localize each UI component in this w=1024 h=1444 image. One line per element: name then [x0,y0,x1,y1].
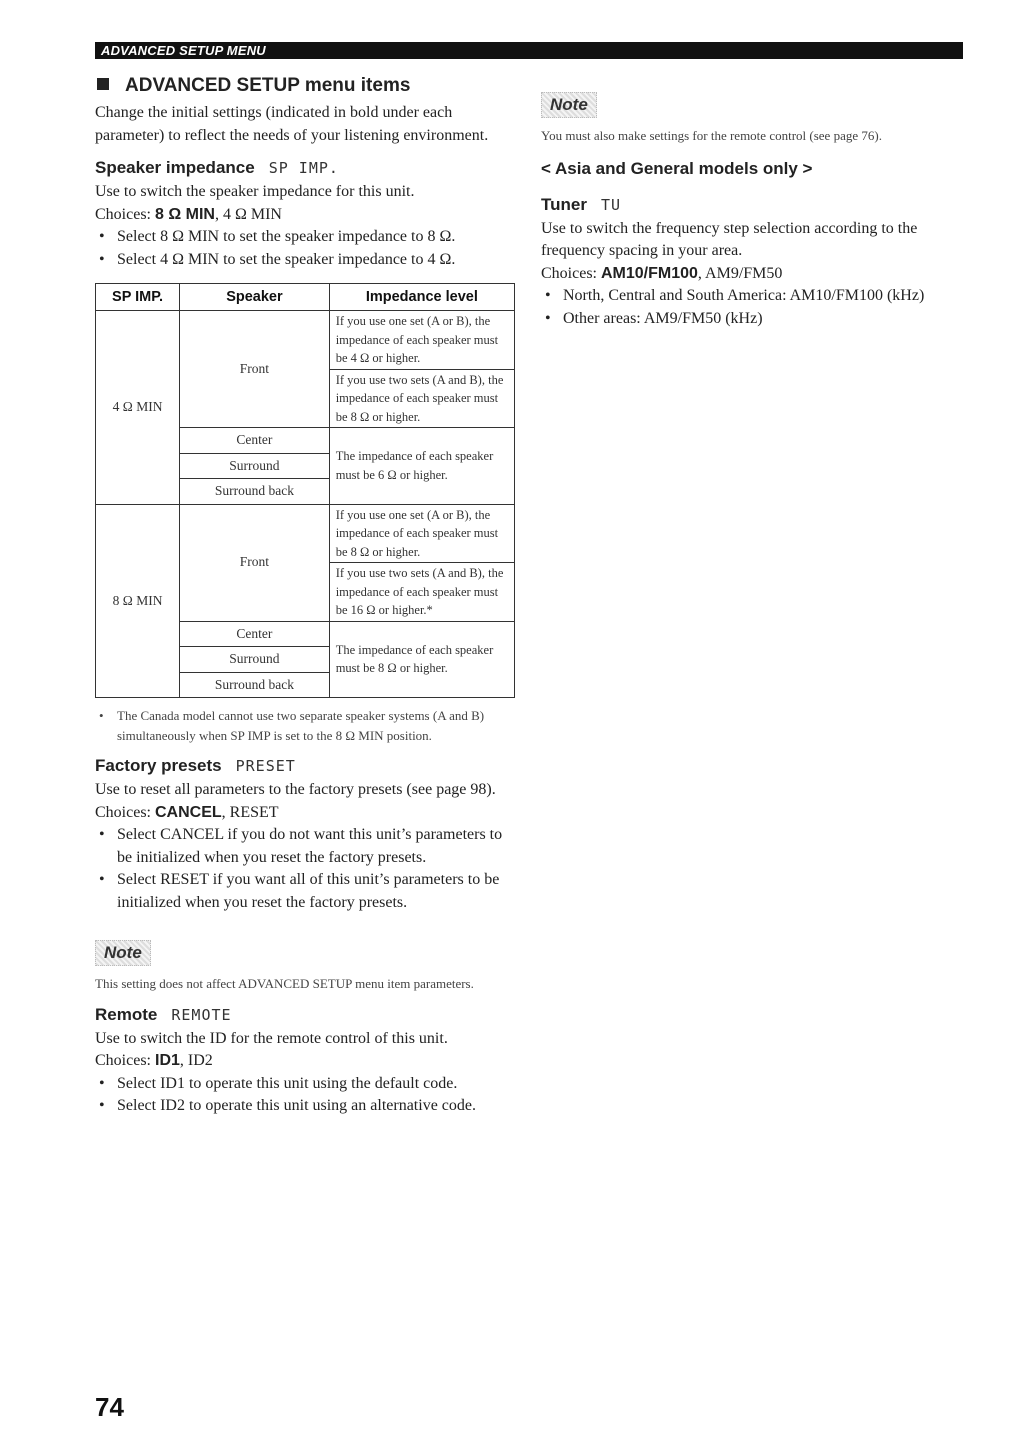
left-column [95,74,515,1118]
table-row: Surround [96,647,515,673]
impedance-table [95,283,515,698]
table-footnote [95,706,515,745]
tuner-bullets [541,285,966,330]
factory-presets-heading: Factory presets PRESET [95,756,296,775]
note-block [95,940,515,994]
table-row: Surround back [96,672,515,698]
table-row: 4 Ω MIN Front If you use one set (A or B), the impedance of each speaker must be 4 Ω or higher. [96,311,515,370]
factory-presets-bullets [95,824,515,914]
display-text: TU [600,195,622,214]
section-title: ADVANCED SETUP menu items [95,74,515,98]
factory-presets-choices: Choices: CANCEL, RESET [95,803,279,821]
remote-bullets [95,1073,515,1118]
remote-desc: Use to switch the ID for the remote control of this unit. [95,1029,448,1047]
list-item: • Select 4 Ω MIN to set the speaker impedance to 4 Ω. [95,249,515,272]
list-item: • Select RESET if you want all of this unit’s parameters to be initialized when you reset the factory presets. [95,869,515,914]
page-number: 74 [95,1392,124,1422]
list-item: • The Canada model cannot use two separate speaker systems (A and B) simultaneously when SP IMP is set to the 8 Ω MIN position. [95,706,515,745]
tuner-desc: Use to switch the frequency step selection according to the frequency spacing in your area. [541,219,918,259]
model-heading: < Asia and General models only > [541,158,813,178]
speaker-impedance-heading: Speaker impedance SP IMP. [95,158,339,177]
note-text: This setting does not affect ADVANCED SETUP menu item parameters. [95,976,474,991]
list-item: • Other areas: AM9/FM50 (kHz) [541,308,966,331]
square-bullet-icon [97,78,109,90]
table-row: Center The impedance of each speaker must be 8 Ω or higher. [96,621,515,647]
table-row: 8 Ω MIN Front If you use one set (A or B), the impedance of each speaker must be 8 Ω or higher. [96,504,515,563]
section-header-bar: ADVANCED SETUP MENU [95,42,963,59]
list-item: • Select CANCEL if you do not want this unit’s parameters to be initialized when you reset the factory presets. [95,824,515,869]
list-item: • North, Central and South America: AM10/FM100 (kHz) [541,285,966,308]
table-row: If you use two sets (A and B), the impedance of each speaker must be 16 Ω or higher.* [96,563,515,622]
list-item: • Select ID2 to operate this unit using an alternative code. [95,1095,515,1118]
remote-heading: Remote REMOTE [95,1004,232,1024]
table-row: Center The impedance of each speaker must be 6 Ω or higher. [96,428,515,454]
display-text: SP IMP. [268,159,339,177]
speaker-impedance-choices: Choices: 8 Ω MIN, 4 Ω MIN [95,205,282,223]
note-badge: Note [541,92,597,118]
right-column [541,92,966,330]
speaker-impedance-desc: Use to switch the speaker impedance for this unit. [95,183,415,200]
table-row: Surround [96,453,515,479]
tuner-heading: Tuner TU [541,194,622,214]
remote-choices: Choices: ID1, ID2 [95,1052,213,1069]
table-header-row: SP IMP. Speaker Impedance level [96,284,515,311]
note-badge: Note [95,940,151,966]
intro-text: Change the initial settings (indicated in bold under each parameter) to reflect the needs of your listening environment. [95,104,489,144]
list-item: • Select 8 Ω MIN to set the speaker impedance to 8 Ω. [95,226,515,249]
table-row: If you use two sets (A and B), the impedance of each speaker must be 8 Ω or higher. [96,369,515,428]
display-text: REMOTE [171,1005,232,1024]
speaker-impedance-bullets [95,226,515,271]
list-item: • Select ID1 to operate this unit using the default code. [95,1073,515,1096]
table-row: Surround back [96,479,515,505]
tuner-choices: Choices: AM10/FM100, AM9/FM50 [541,264,783,282]
note-text: You must also make settings for the remote control (see page 76). [541,128,882,143]
display-text: PRESET [235,757,296,775]
factory-presets-desc: Use to reset all parameters to the factory presets (see page 98). [95,781,496,798]
